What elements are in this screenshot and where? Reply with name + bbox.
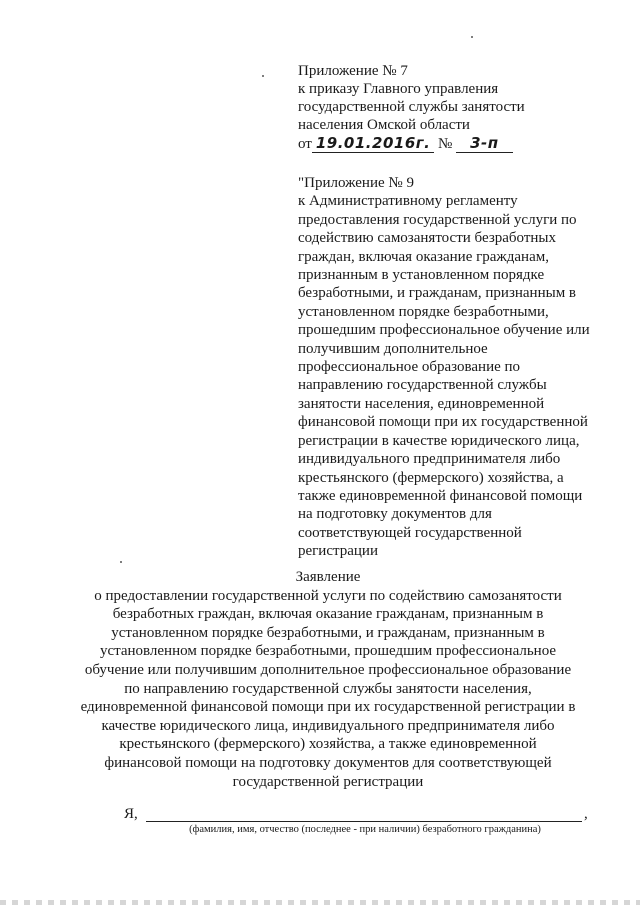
statement-block bbox=[40, 568, 616, 791]
appendix-9-line: занятости населения, единовременной bbox=[298, 395, 545, 412]
statement-line: качестве юридического лица, индивидуального предпринимателя либо bbox=[101, 717, 555, 734]
statement-line: единовременной финансовой помощи при их государственной регистрации в bbox=[80, 699, 576, 716]
statement-line: о предоставлении государственной услуги по содействию самозанятости bbox=[94, 587, 562, 604]
appendix-9-line: граждан, включая оказание гражданам, bbox=[298, 248, 549, 265]
appendix-9-line: установленном порядке безработными, bbox=[298, 303, 549, 320]
appendix-7-header bbox=[298, 62, 618, 153]
appendix-9-line: также единовременной финансовой помощи bbox=[298, 487, 583, 504]
appendix-9-line: соответствующей государственной bbox=[298, 524, 522, 541]
appendix-9-line: профессиональное образование по bbox=[298, 359, 521, 376]
statement-line: государственной регистрации bbox=[232, 773, 424, 790]
handwritten-date: 19.01.2016г. bbox=[312, 134, 434, 153]
appendix-7-line: населения Омской области bbox=[298, 117, 470, 133]
appendix-9-line: крестьянского (фермерского) хозяйства, а bbox=[298, 469, 564, 486]
appendix-7-line: к приказу Главного управления bbox=[298, 81, 499, 97]
applicant-prefix: Я, bbox=[124, 806, 138, 822]
applicant-name-caption: (фамилия, имя, отчество (последнее - при наличии) безработного гражданина) bbox=[189, 824, 541, 835]
appendix-9-line: к Административному регламенту bbox=[298, 193, 518, 210]
appendix-7-date-line bbox=[298, 134, 618, 153]
appendix-9-line: направлению государственной службы bbox=[298, 377, 547, 394]
statement-line: установленном порядке безработными, прошедшим профессиональное bbox=[99, 643, 557, 660]
appendix-9-line: содействию самозанятости безработных bbox=[298, 230, 556, 247]
appendix-9-line: регистрации в качестве юридического лица, bbox=[298, 432, 580, 449]
handwritten-number: 3-п bbox=[456, 134, 513, 153]
appendix-9-line: признанным в установленном порядке bbox=[298, 267, 545, 284]
statement-heading: Заявление bbox=[295, 569, 361, 585]
applicant-suffix: , bbox=[584, 806, 588, 822]
appendix-9-line: прошедшим профессиональное обучение или bbox=[298, 322, 590, 339]
scan-speck bbox=[262, 75, 264, 77]
appendix-9-line: безработными, и гражданам, признанным в bbox=[298, 285, 577, 302]
appendix-7-title: Приложение № 7 bbox=[298, 63, 408, 79]
appendix-9-line: на подготовку документов для bbox=[298, 506, 492, 523]
appendix-9-line: получившим дополнительное bbox=[298, 340, 488, 357]
applicant-name-field[interactable] bbox=[146, 821, 582, 822]
appendix-9-line: предоставления государственной услуги по bbox=[298, 211, 577, 228]
statement-line: безработных граждан, включая оказание гражданам, признанным в bbox=[112, 606, 544, 623]
statement-line: установленном порядке безработными, и гражданам, признанным в bbox=[111, 624, 545, 641]
number-prefix: № bbox=[438, 136, 453, 152]
appendix-7-line: государственной службы занятости bbox=[298, 99, 525, 115]
statement-line: по направлению государственной службы занятости населения, bbox=[124, 680, 532, 697]
appendix-9-header bbox=[298, 174, 598, 561]
scan-speck bbox=[471, 36, 473, 38]
scan-bottom-edge bbox=[0, 900, 640, 905]
applicant-name-line bbox=[124, 806, 604, 826]
scan-speck bbox=[120, 561, 122, 563]
statement-line: обучение или получившим дополнительное профессиональное образование bbox=[84, 661, 572, 678]
appendix-9-line: индивидуального предпринимателя либо bbox=[298, 451, 561, 468]
statement-line: крестьянского (фермерского) хозяйства, а также единовременной bbox=[119, 736, 537, 753]
appendix-9-line: регистрации bbox=[298, 543, 378, 560]
date-prefix: от bbox=[298, 136, 312, 152]
appendix-9-line: "Приложение № 9 bbox=[298, 175, 414, 191]
statement-line: финансовой помощи на подготовку документов для соответствующей bbox=[104, 754, 552, 771]
appendix-9-line: финансовой помощи при их государственной bbox=[298, 414, 588, 431]
